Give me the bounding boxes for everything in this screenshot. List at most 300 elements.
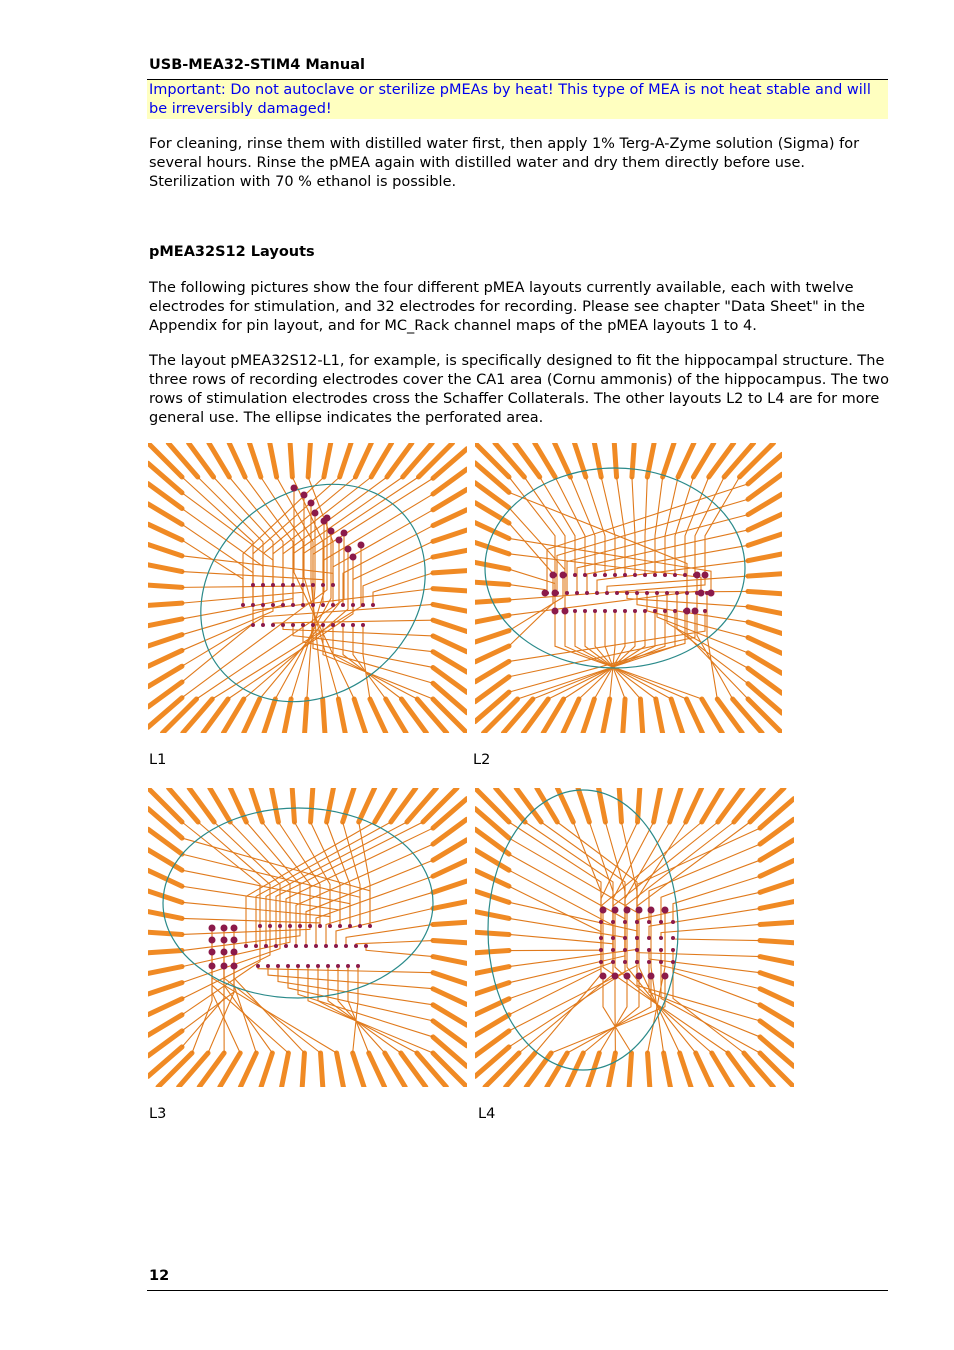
contact-pad: [433, 922, 467, 924]
recording-electrode: [361, 623, 365, 627]
electrode-trace: [182, 524, 253, 605]
contact-pad: [686, 788, 702, 822]
contact-pad: [433, 589, 467, 591]
stimulation-electrode: [324, 515, 331, 522]
electrode-trace: [192, 966, 212, 1053]
contact-pad: [338, 699, 345, 733]
recording-electrode: [331, 603, 335, 607]
recording-electrode: [583, 609, 587, 613]
recording-electrode: [294, 944, 298, 948]
recording-electrode: [633, 609, 637, 613]
contact-pad: [648, 1053, 650, 1087]
contact-pad: [578, 788, 589, 822]
contact-pad: [614, 443, 616, 477]
recording-electrode: [611, 960, 615, 964]
electrode-trace: [509, 950, 601, 951]
recording-electrode: [643, 609, 647, 613]
recording-electrode: [251, 603, 255, 607]
electrode-trace: [661, 860, 760, 922]
electrode-trace: [509, 585, 545, 593]
recording-electrode: [308, 924, 312, 928]
stimulation-electrode: [231, 963, 238, 970]
contact-pad: [748, 514, 782, 530]
recording-electrode: [583, 573, 587, 577]
recording-electrode: [268, 924, 272, 928]
contact-pad: [748, 591, 782, 593]
contact-pad: [148, 585, 182, 587]
contact-pad: [343, 788, 354, 822]
contact-pad: [748, 574, 782, 576]
electrode-trace: [509, 934, 613, 950]
stimulation-electrode: [345, 546, 352, 553]
contact-pad: [354, 699, 365, 733]
contact-pad: [433, 510, 467, 526]
recording-electrode: [304, 944, 308, 948]
recording-electrode: [625, 591, 629, 595]
contact-pad: [750, 788, 784, 822]
contact-pad: [324, 443, 331, 477]
stimulation-electrode: [708, 590, 715, 597]
recording-electrode: [291, 623, 295, 627]
recording-electrode: [671, 960, 675, 964]
contact-pad: [433, 860, 467, 876]
electrode-trace: [316, 876, 433, 946]
contact-pad: [583, 699, 594, 733]
contact-pad: [250, 443, 261, 477]
recording-electrode: [301, 583, 305, 587]
electrode-trace: [525, 822, 613, 922]
contact-pad: [433, 530, 467, 541]
recording-electrode: [673, 573, 677, 577]
electrode-trace: [509, 938, 601, 1015]
contact-pad: [148, 932, 182, 934]
recording-electrode: [256, 964, 260, 968]
recording-electrode: [334, 944, 338, 948]
recording-electrode: [271, 623, 275, 627]
recording-electrode: [659, 920, 663, 924]
recording-electrode: [599, 960, 603, 964]
stimulation-electrode: [636, 907, 643, 914]
recording-electrode: [585, 591, 589, 595]
stimulation-electrode: [662, 973, 669, 980]
recording-electrode: [643, 573, 647, 577]
stimulation-electrode: [221, 937, 228, 944]
contact-pad: [240, 1053, 256, 1087]
contact-pad: [485, 1053, 519, 1087]
recording-electrode: [321, 603, 325, 607]
contact-pad: [632, 443, 634, 477]
recording-electrode: [565, 591, 569, 595]
footer-rule: [147, 1290, 888, 1291]
stimulation-electrode: [341, 530, 348, 537]
electrode-trace: [637, 950, 760, 957]
recording-electrode: [326, 964, 330, 968]
stimulation-electrode: [221, 925, 228, 932]
electrode-trace: [509, 838, 637, 962]
electrode-trace: [258, 966, 433, 973]
recording-electrode: [685, 591, 689, 595]
electrode-trace: [363, 625, 370, 699]
recording-electrode: [311, 623, 315, 627]
recording-electrode: [264, 944, 268, 948]
contact-pad: [158, 1053, 192, 1087]
stimulation-electrode: [648, 907, 655, 914]
recording-electrode: [284, 944, 288, 948]
stimulation-electrode: [562, 608, 569, 615]
recording-electrode: [274, 944, 278, 948]
stimulation-electrode: [612, 973, 619, 980]
recording-electrode: [611, 936, 615, 940]
recording-electrode: [603, 609, 607, 613]
electrode-trace: [328, 966, 401, 1053]
electrode-trace: [707, 593, 717, 699]
recording-electrode: [321, 583, 325, 587]
stimulation-electrode: [221, 949, 228, 956]
contact-pad: [678, 443, 694, 477]
recording-electrode: [573, 609, 577, 613]
stimulation-electrode: [550, 572, 557, 579]
contact-pad: [671, 699, 682, 733]
contact-pad: [748, 607, 782, 614]
electrode-trace: [308, 966, 433, 1053]
recording-electrode: [635, 948, 639, 952]
recording-electrode: [261, 583, 265, 587]
recording-electrode: [663, 609, 667, 613]
stimulation-electrode: [684, 608, 691, 615]
recording-electrode: [351, 623, 355, 627]
contact-pad: [433, 957, 467, 964]
recording-electrode: [623, 609, 627, 613]
contact-pad: [148, 545, 182, 556]
contact-pad: [148, 951, 182, 953]
recording-electrode: [341, 603, 345, 607]
contact-pad: [270, 443, 277, 477]
recording-electrode: [575, 591, 579, 595]
electrode-trace: [637, 828, 760, 922]
contact-pad: [475, 582, 509, 584]
recording-electrode: [348, 924, 352, 928]
contact-pad: [760, 941, 794, 943]
recording-electrode: [635, 591, 639, 595]
layout-drawing: [148, 443, 467, 733]
contact-pad: [629, 1053, 631, 1087]
recording-electrode: [599, 920, 603, 924]
stimulation-electrode: [231, 925, 238, 932]
contact-pad: [475, 951, 509, 953]
electrode-trace: [509, 918, 625, 950]
contact-pad: [311, 788, 313, 822]
contact-pad: [609, 1053, 616, 1087]
contact-pad: [148, 891, 182, 902]
electrode-trace: [343, 526, 433, 605]
contact-pad: [163, 699, 197, 733]
electrode-trace: [343, 822, 360, 926]
contact-pad: [475, 983, 509, 994]
stimulation-electrode: [209, 949, 216, 956]
recording-electrode: [663, 573, 667, 577]
stimulation-electrode: [600, 973, 607, 980]
electrode-trace: [625, 822, 670, 950]
layout-drawing: [475, 443, 782, 733]
contact-pad: [229, 443, 245, 477]
stimulation-electrode: [301, 492, 308, 499]
contact-pad: [433, 699, 467, 733]
contact-pad: [475, 631, 509, 642]
stimulation-electrode: [600, 907, 607, 914]
contact-pad: [555, 443, 571, 477]
figure-caption-l3: L3: [149, 1106, 167, 1122]
electrode-trace: [311, 822, 340, 926]
electrode-trace: [182, 966, 234, 1031]
contact-pad: [475, 788, 509, 822]
contact-pad: [433, 604, 467, 611]
contact-pad: [594, 443, 601, 477]
stimulation-electrode: [636, 973, 643, 980]
layout-l4-figure: [475, 788, 794, 1087]
recording-electrode: [298, 924, 302, 928]
stimulation-electrode: [358, 542, 365, 549]
stimulation-electrode: [612, 907, 619, 914]
recording-electrode: [647, 948, 651, 952]
electrode-trace: [632, 477, 635, 575]
recording-electrode: [603, 573, 607, 577]
figure-caption-l4: L4: [478, 1106, 496, 1122]
recording-electrode: [271, 603, 275, 607]
page-number: 12: [149, 1268, 170, 1284]
electrode-trace: [613, 822, 654, 950]
recording-electrode: [244, 944, 248, 948]
recording-electrode: [276, 964, 280, 968]
recording-electrode: [599, 948, 603, 952]
contact-pad: [148, 870, 182, 886]
recording-electrode: [659, 936, 663, 940]
contact-pad: [148, 788, 182, 822]
recording-electrode: [318, 924, 322, 928]
contact-pad: [353, 1053, 364, 1087]
electrode-trace: [583, 976, 639, 1053]
electrode-trace: [665, 477, 678, 575]
recording-electrode: [336, 964, 340, 968]
contact-pad: [340, 443, 351, 477]
recording-electrode: [311, 583, 315, 587]
recording-electrode: [593, 573, 597, 577]
stimulation-electrode: [542, 590, 549, 597]
contact-pad: [433, 1053, 467, 1087]
contact-pad: [603, 699, 610, 733]
recording-electrode: [605, 591, 609, 595]
recording-electrode: [344, 944, 348, 948]
electrode-trace: [353, 625, 386, 699]
contact-pad: [370, 699, 386, 733]
contact-pad: [748, 554, 782, 561]
contact-pad: [760, 860, 794, 876]
electrode-trace: [509, 922, 625, 1047]
contact-pad: [423, 788, 457, 822]
stimulation-electrode: [350, 554, 357, 561]
contact-pad: [663, 443, 674, 477]
recording-electrode: [278, 924, 282, 928]
layout-l1-figure: [148, 443, 467, 733]
contact-pad: [760, 1053, 794, 1087]
contact-pad: [148, 524, 182, 540]
recording-electrode: [595, 591, 599, 595]
recording-electrode: [356, 964, 360, 968]
contact-pad: [433, 550, 467, 557]
recording-electrode: [311, 603, 315, 607]
electrode-trace: [509, 854, 625, 962]
contact-pad: [290, 443, 292, 477]
recording-electrode: [647, 936, 651, 940]
stimulation-electrode: [624, 907, 631, 914]
recording-electrode: [338, 924, 342, 928]
recording-electrode: [281, 583, 285, 587]
recording-electrode: [296, 964, 300, 968]
recording-electrode: [286, 964, 290, 968]
cleaning-paragraph: For cleaning, rinse them with distilled water first, then apply 1% Terg-A-Zyme solution (Sigma) for several hours. Rinse the pMEA again with distilled water and dry them directly before use. Sterilization with 70 % ethanol is possible.: [149, 136, 860, 190]
section-heading: pMEA32S12 Layouts: [149, 244, 315, 260]
contact-pad: [433, 571, 467, 573]
electrode-trace: [661, 962, 760, 1053]
stimulation-electrode: [231, 937, 238, 944]
contact-pad: [359, 788, 375, 822]
electrode-trace: [541, 822, 625, 922]
figure-caption-l1: L1: [149, 752, 167, 768]
recording-electrode: [673, 609, 677, 613]
recording-electrode: [671, 948, 675, 952]
recording-electrode: [316, 964, 320, 968]
stimulation-electrode: [328, 528, 335, 535]
recording-electrode: [647, 920, 651, 924]
contact-pad: [484, 699, 518, 733]
electrode-trace: [234, 940, 256, 1053]
electrode-trace: [246, 822, 300, 926]
electrode-trace: [182, 966, 224, 1047]
contact-pad: [740, 443, 774, 477]
stimulation-electrode: [312, 510, 319, 517]
contact-pad: [148, 983, 182, 994]
recording-electrode: [291, 603, 295, 607]
recording-electrode: [341, 623, 345, 627]
contact-pad: [355, 443, 371, 477]
electrode-trace: [291, 521, 324, 699]
layout-l1-paragraph: The layout pMEA32S12-L1, for example, is specifically designed to fit the hippocampal structure. The three rows of recording electrodes cover the CA1 area (Cornu ammonis) of the hippocampus. The two rows of stimulation electrodes cross the Schaffer Collaterals. The other layouts L2 to L4 are for more general use. The ellipse indicates the perforated area.: [149, 353, 889, 426]
recording-electrode: [331, 583, 335, 587]
contact-pad: [760, 973, 794, 984]
recording-electrode: [321, 623, 325, 627]
electrode-trace: [182, 556, 333, 585]
contact-pad: [327, 788, 334, 822]
recording-electrode: [599, 936, 603, 940]
contact-pad: [244, 699, 260, 733]
recording-electrode: [261, 623, 265, 627]
stimulation-electrode: [221, 963, 228, 970]
contact-pad: [323, 699, 325, 733]
contact-pad: [760, 922, 794, 924]
stimulation-electrode: [692, 608, 699, 615]
contact-pad: [748, 699, 782, 733]
electrode-trace: [229, 477, 283, 585]
contact-pad: [369, 1053, 385, 1087]
contact-pad: [760, 989, 794, 1005]
contact-pad: [308, 443, 310, 477]
electrode-trace: [366, 946, 433, 957]
recording-electrode: [635, 920, 639, 924]
stimulation-electrode: [209, 925, 216, 932]
contact-pad: [696, 1053, 712, 1087]
stimulation-electrode: [291, 485, 298, 492]
electrode-trace: [509, 569, 555, 593]
contact-pad: [433, 902, 467, 909]
electrode-trace: [509, 822, 601, 922]
contact-pad: [433, 989, 467, 1005]
electrode-trace: [648, 910, 665, 1053]
contact-pad: [284, 699, 291, 733]
contact-pad: [433, 620, 467, 631]
recording-electrode: [671, 936, 675, 940]
electrode-trace: [326, 892, 433, 946]
contact-pad: [321, 1053, 323, 1087]
layouts-intro-paragraph: The following pictures show the four different pMEA layouts currently available, each with twelve electrodes for stimulation, and 32 electrodes for recording. Please see chapter "Data Sheet" in the Appendix for pin layout, and for MC_Rack channel maps of the pMEA layouts 1 to 4.: [149, 280, 865, 334]
recording-electrode: [635, 960, 639, 964]
stimulation-electrode: [336, 537, 343, 544]
recording-electrode: [281, 603, 285, 607]
figure-caption-l2: L2: [473, 752, 491, 768]
contact-pad: [433, 941, 467, 943]
recording-electrode: [613, 609, 617, 613]
recording-electrode: [291, 583, 295, 587]
recording-electrode: [665, 591, 669, 595]
contact-pad: [760, 957, 794, 964]
electrode-trace: [637, 892, 760, 938]
recording-electrode: [266, 964, 270, 968]
warning-text: Important: Do not autoclave or sterilize pMEAs by heat! This type of MEA is not heat stable and will be irreversibly damaged!: [149, 82, 871, 117]
recording-electrode: [301, 603, 305, 607]
recording-electrode: [635, 936, 639, 940]
electrode-trace: [579, 611, 635, 699]
contact-pad: [563, 699, 579, 733]
recording-electrode: [613, 573, 617, 577]
recording-electrode: [251, 623, 255, 627]
recording-electrode: [645, 591, 649, 595]
recording-electrode: [301, 623, 305, 627]
layout-drawing: [475, 788, 794, 1087]
contact-pad: [557, 788, 573, 822]
layout-drawing: [148, 788, 467, 1087]
stimulation-electrode: [694, 572, 701, 579]
recording-electrode: [354, 944, 358, 948]
contact-pad: [475, 646, 509, 662]
recording-electrode: [659, 960, 663, 964]
contact-pad: [148, 999, 182, 1015]
recording-electrode: [324, 944, 328, 948]
recording-electrode: [251, 583, 255, 587]
contact-pad: [687, 699, 703, 733]
recording-electrode: [361, 603, 365, 607]
stimulation-electrode: [560, 572, 567, 579]
recording-electrode: [615, 591, 619, 595]
contact-pad: [337, 1053, 344, 1087]
contact-pad: [475, 932, 509, 934]
recording-electrode: [675, 591, 679, 595]
recording-electrode: [371, 603, 375, 607]
recording-electrode: [659, 948, 663, 952]
contact-pad: [264, 699, 275, 733]
contact-pad: [670, 788, 681, 822]
recording-electrode: [653, 609, 657, 613]
recording-electrode: [281, 623, 285, 627]
stimulation-electrode: [231, 949, 238, 956]
contact-pad: [230, 788, 246, 822]
